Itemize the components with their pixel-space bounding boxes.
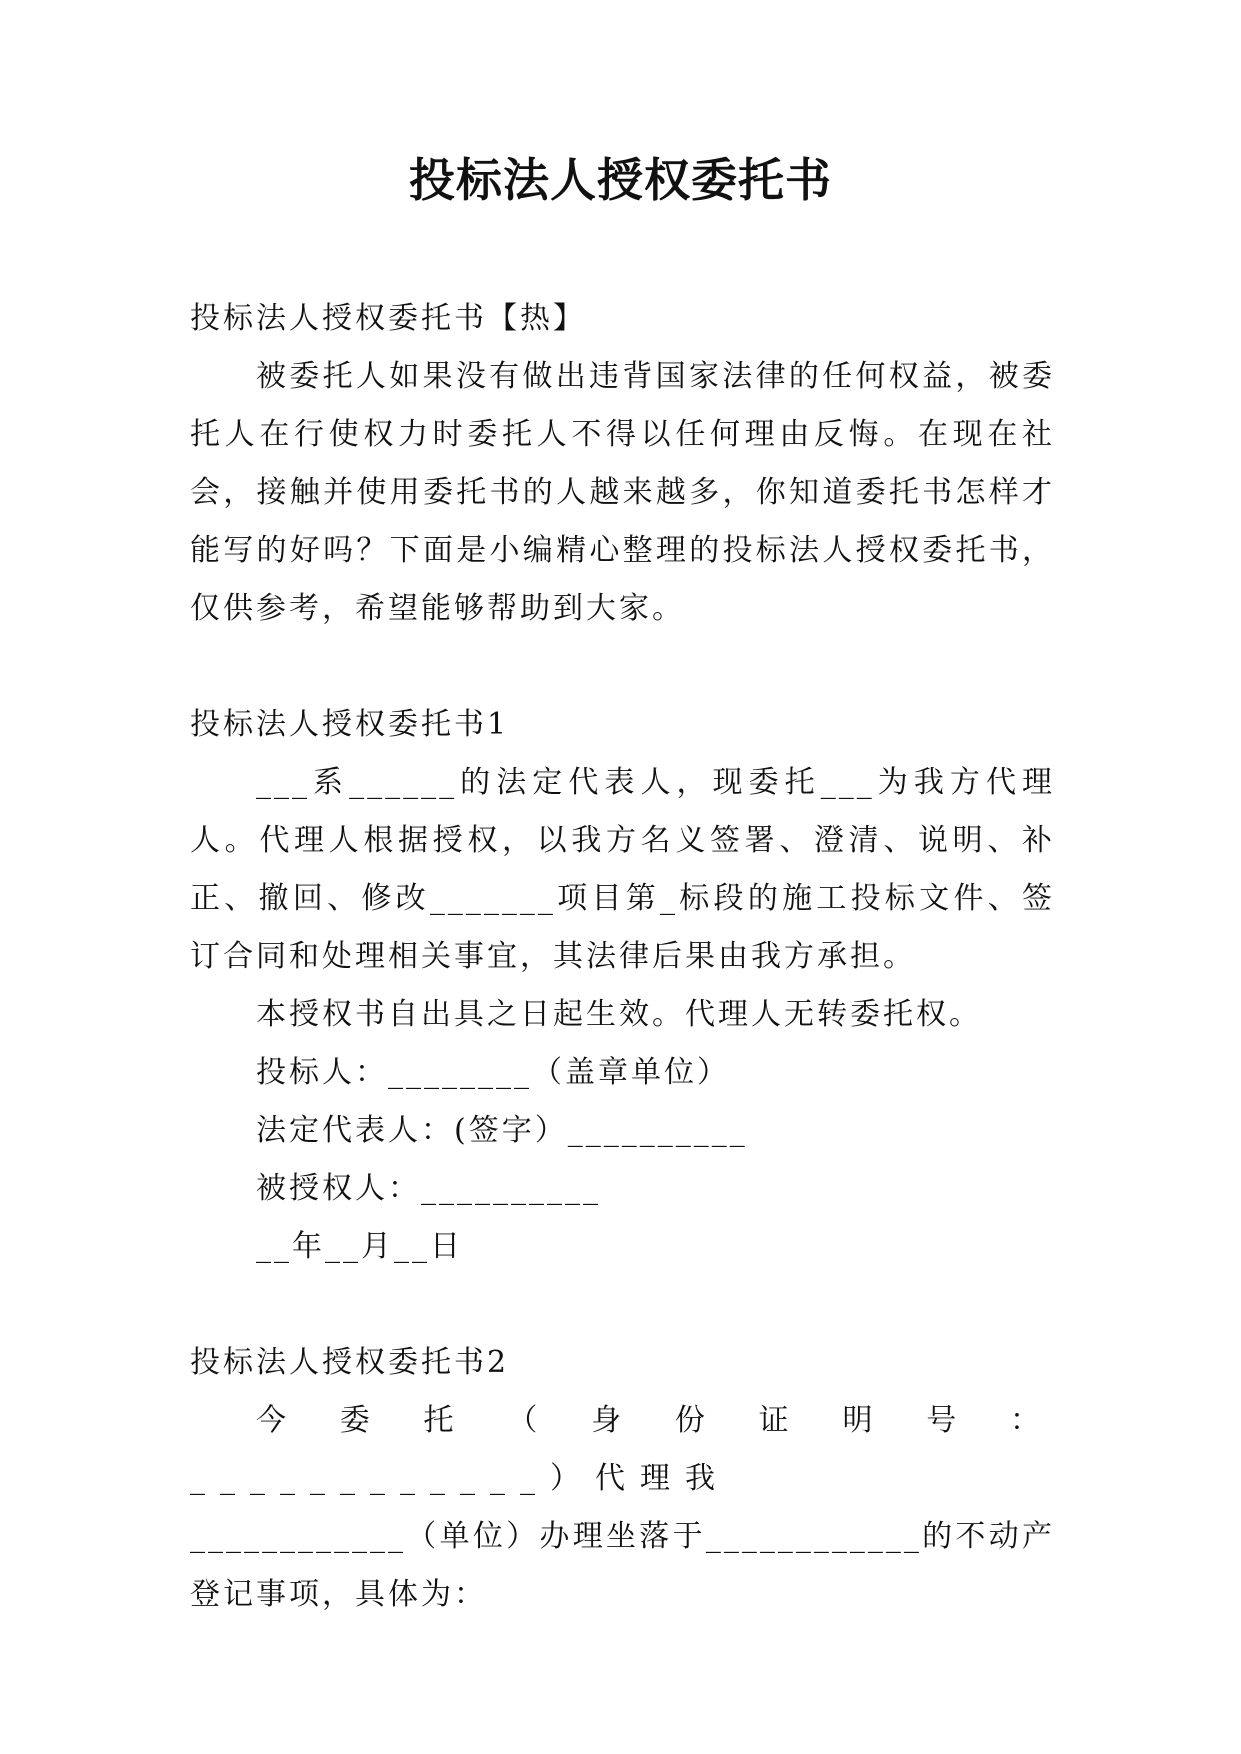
section2-rest: ____________（单位）办理坐落于____________的不动产登记事项，具体为： [190,1519,1055,1612]
section1-paragraph: ___系______的法定代表人，现委托___为我方代理人。代理人根据授权，以我方名义签署、澄清、说明、补正、撤回、修改_______项目第_标段的施工投标文件、签订合同和处理相关事宜，其法律后果由我方承担。 [190,765,1055,974]
document-body [190,290,1055,1624]
document-title: 投标法人授权委托书 [409,153,832,207]
section1-heading: 投标法人授权委托书1 [190,707,510,742]
section2-line1: 今委托（身份证明号：____________）代理我 [190,1403,1055,1496]
spacer [190,638,1055,696]
authorized-line: 被授权人：__________ [256,1171,601,1206]
section1-validity: 本授权书自出具之日起生效。代理人无转委托权。 [256,997,982,1032]
bidder-line: 投标人：________（盖章单位） [256,1055,730,1090]
section2-heading: 投标法人授权委托书2 [190,1345,510,1380]
intro-heading: 投标法人授权委托书【热】 [190,301,586,336]
spacer [190,1276,1055,1334]
legal-rep-line: 法定代表人：(签字）__________ [256,1113,748,1148]
intro-paragraph: 被委托人如果没有做出违背国家法律的任何权益，被委托人在行使权力时委托人不得以任何理由反悔。在现在社会，接触并使用委托书的人越来越多，你知道委托书怎样才能写的好吗？下面是小编精心整理的投标法人授权委托书，仅供参考，希望能够帮助到大家。 [190,359,1055,626]
date-line: __年__月__日 [256,1229,463,1264]
